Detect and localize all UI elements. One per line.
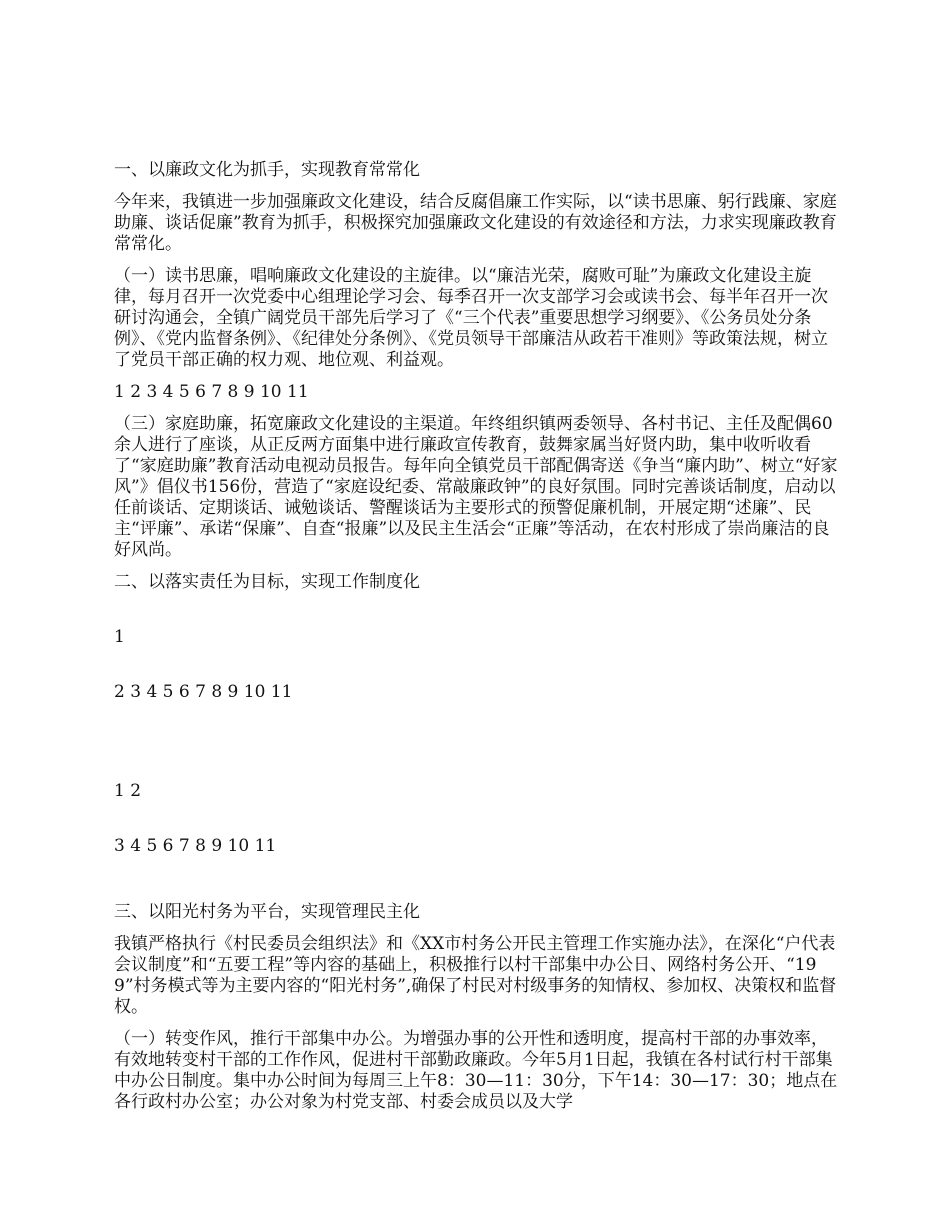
body-paragraph: （三）家庭助廉，拓宽廉政文化建设的主渠道。年终组织镇两委领导、各村书记、主任及配偶60余人进行了座谈，从正反两方面集中进行廉政宣传教育，鼓舞家属当好贤内助，集中收听收看了“家庭助廉”教育活动电视动员报告。每年向全镇党员干部配偶寄送《争当“廉内助”、树立“好家风”》倡仪书156份，营造了“家庭设纪委、常敲廉政钟”的良好氛围。同时完善谈话制度，启动以任前谈话、定期谈话、诫勉谈话、警醒谈话为主要形式的预警促廉机制，开展定期“述廉”、民主“评廉”、承诺“保廉”、自查“报廉”以及民主生活会“正廉”等活动，在农村形成了崇尚廉洁的良好风尚。 [114,414,838,560]
body-paragraph: 今年来，我镇进一步加强廉政文化建设，结合反腐倡廉工作实际，以“读书思廉、躬行践廉、家庭助廉、谈话促廉”教育为抓手，积极探究加强廉政文化建设的有效途径和方法，力求实现廉政教育常常化。 [114,192,837,254]
page-number-row: 1 2 [114,781,142,801]
page-number-row: 2 3 4 5 6 7 8 9 10 11 [114,682,293,702]
body-paragraph: （一）读书思廉，唱响廉政文化建设的主旋律。以“廉洁光荣，腐败可耻”为廉政文化建设主旋律，每月召开一次党委中心组理论学习会、每季召开一次支部学习会或读书会、每半年召开一次研讨沟通会，全镇广阔党员干部先后学习了《“三个代表”重要思想学习纲要》、《公务员处分条例》、《党内监督条例》、《纪律处分条例》、《党员领导干部廉洁从政若干准则》等政策法规，树立了党员干部正确的权力观、地位观、利益观。 [114,266,828,370]
section-heading-2: 二、以落实责任为目标，实现工作制度化 [114,572,420,592]
page-number-row: 1 2 3 4 5 6 7 8 9 10 11 [114,382,309,402]
body-paragraph: （一）转变作风，推行干部集中办公。为增强办事的公开性和透明度，提高村干部的办事效率，有效地转变村干部的工作作风，促进村干部勤政廉政。今年5月1日起，我镇在各村试行村干部集中办公日制度。集中办公时间为每周三上午8：30—11：30分，下午14：30—17：30；地点在各行政村办公室；办公对象为村党支部、村委会成员以及大学 [114,1029,838,1112]
document-body [114,160,844,1124]
page-number-row: 1 [114,627,125,647]
page-number-row: 3 4 5 6 7 8 9 10 11 [114,836,277,856]
body-paragraph: 我镇严格执行《村民委员会组织法》和《XX市村务公开民主管理工作实施办法》，在深化“户代表会议制度”和“五要工程”等内容的基础上，积极推行以村干部集中办公日、网络村务公开、“199”村务模式等为主要内容的“阳光村务”,确保了村民对村级事务的知情权、参加权、决策权和监督权。 [114,934,837,1017]
section-heading-3: 三、以阳光村务为平台，实现管理民主化 [114,902,420,922]
section-heading-1: 一、以廉政文化为抓手，实现教育常常化 [114,160,420,180]
